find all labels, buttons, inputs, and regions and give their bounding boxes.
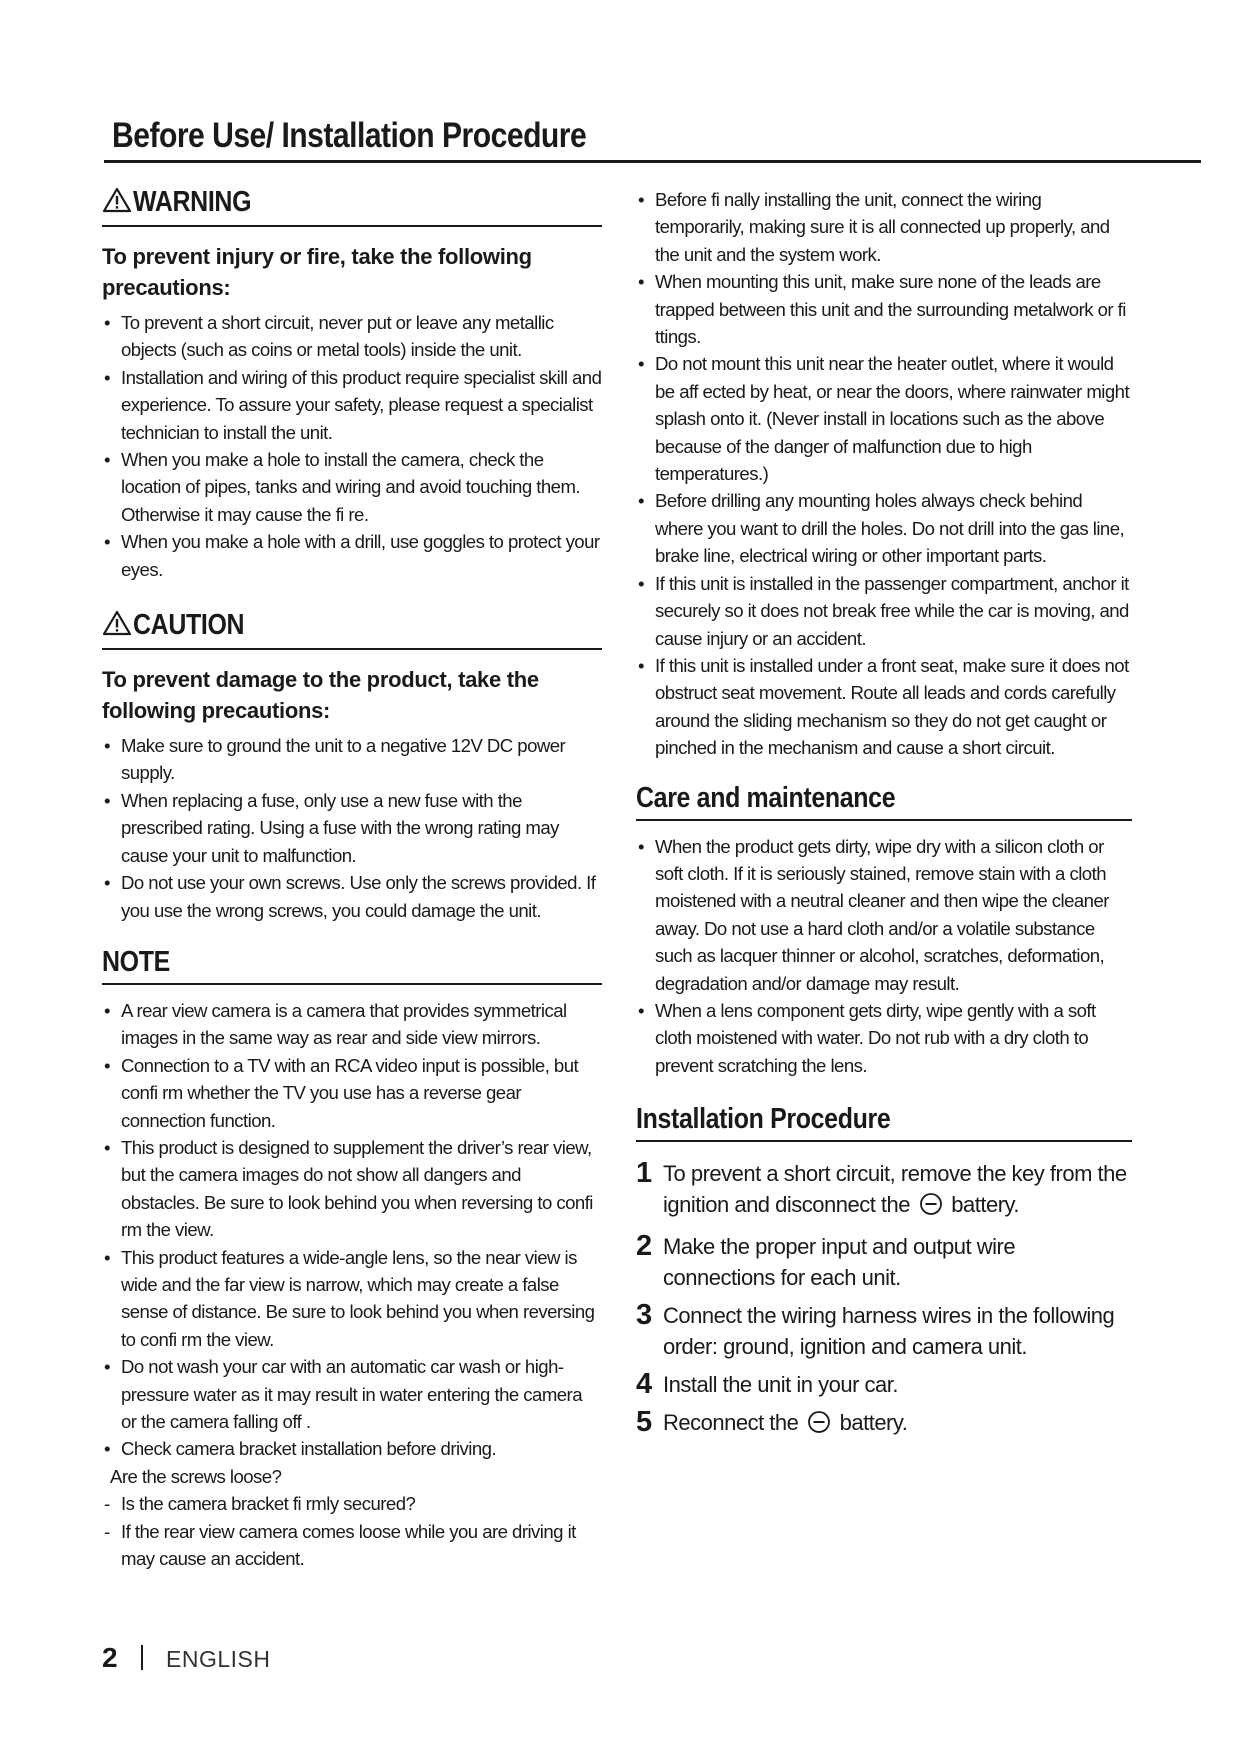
install-step [636,1231,1132,1293]
list-item: • Before drilling any mounting holes always check behind where you want to drill the holes. Do not drill into the gas line, brake line, electrical wiring or other important parts. [636,487,1132,569]
caution-heading-text: CAUTION [133,609,245,642]
list-item: • When the product gets dirty, wipe dry with a silicon cloth or soft cloth. If it is seriously stained, remove stain with a cloth moistened with a neutral cleaner and then wipe the cleaner away. Do not use a hard cloth and/or a volatile substance such as lacquer thinner or alcohol, scratches, deformation, degradation and/or damage may result. [636,833,1132,997]
step-number: 2 [636,1230,652,1263]
install-step [636,1407,1132,1442]
list-item: • This product is designed to supplement the driver’s rear view, but the camera images do not show all dangers and obstacles. Be sure to look behind you when reversing to confi rm the view. [102,1134,602,1244]
step-text: Connect the wiring harness wires in the following order: ground, ignition and camera unit. [663,1303,1115,1360]
caution-list [102,732,602,924]
care-section [636,782,1132,1080]
step-text: Make the proper input and output wire connections for each unit. [663,1234,1016,1291]
note-list [102,997,602,1573]
list-item: • If this unit is installed under a front seat, make sure it does not obstruct seat movement. Route all leads and cords carefully around the sliding mechanism so they do not get caught or pinched in the mechanism and cause a short circuit. [636,652,1132,762]
list-item: - If the rear view camera comes loose while you are driving it may cause an accident. [102,1518,602,1573]
warning-heading [102,186,602,227]
list-item: • When mounting this unit, make sure none of the leads are trapped between this unit and the surrounding metalwork or fi ttings. [636,268,1132,350]
right-column [636,186,1132,1449]
page-number: 2 [102,1642,118,1673]
note-section [102,946,602,1573]
warning-section [102,186,602,583]
step-text-after: battery. [951,1192,1020,1218]
list-item: • When a lens component gets dirty, wipe gently with a soft cloth moistened with water. Do not rub with a dry cloth to prevent scratching the lens. [636,997,1132,1079]
footer-language: ENGLISH [166,1646,271,1672]
install-steps [636,1158,1132,1442]
install-heading [636,1103,1132,1142]
list-item: • Before fi nally installing the unit, connect the wiring temporarily, making sure it is all connected up properly, and the unit and the system work. [636,186,1132,268]
list-item: • This product features a wide-angle lens, so the near view is wide and the far view is narrow, which may create a false sense of distance. Be sure to look behind you when reversing to confi rm the view. [102,1244,602,1354]
warning-triangle-icon [102,187,132,221]
warning-subheading: To prevent injury or fire, take the following precautions: [102,244,532,300]
install-section [636,1103,1132,1442]
title-rule [104,160,1201,163]
list-item: • Do not wash your car with an automatic car wash or high-pressure water as it may result in water entering the camera or the camera falling off . [102,1353,602,1435]
install-step [636,1158,1132,1224]
care-heading [636,782,1132,821]
step-text: Install the unit in your car. [663,1372,898,1398]
page-title: Before Use/ Installation Procedure [112,116,587,155]
list-item: • Make sure to ground the unit to a negative 12V DC power supply. [102,732,602,787]
list-item: • If this unit is installed in the passenger compartment, anchor it securely so it does not break free while the car is moving, and cause injury or an accident. [636,570,1132,652]
step-number: 5 [636,1406,652,1439]
list-item: • To prevent a short circuit, never put or leave any metallic objects (such as coins or metal tools) inside the unit. [102,309,602,364]
caution-section [102,609,602,924]
list-item: • Check camera bracket installation before driving. [102,1435,602,1462]
list-item: • Connection to a TV with an RCA video input is possible, but confi rm whether the TV you use has a reverse gear connection function. [102,1052,602,1134]
warning-list [102,309,602,583]
list-item: • Do not mount this unit near the heater outlet, where it would be aff ected by heat, or near the doors, where rainwater might splash onto it. (Never install in locations such as the above because of the danger of malfunction due to high temperatures.) [636,350,1132,487]
list-item: • When you make a hole with a drill, use goggles to protect your eyes. [102,528,602,583]
install-heading-text: Installation Procedure [636,1103,891,1136]
step-text [663,1407,907,1442]
left-column [102,186,602,1572]
note-heading-text: NOTE [102,945,170,978]
step-text-after: battery. [839,1410,908,1436]
step-text [663,1158,1132,1224]
list-item: • When you make a hole to install the camera, check the location of pipes, tanks and wiring and avoid touching them. Otherwise it may cause the fi re. [102,446,602,528]
list-item: • A rear view camera is a camera that provides symmetrical images in the same way as rear and side view mirrors. [102,997,602,1052]
list-item: - Is the camera bracket fi rmly secured? [102,1490,602,1517]
step-number: 1 [636,1157,652,1190]
list-item: • Do not use your own screws. Use only the screws provided. If you use the wrong screws, you could damage the unit. [102,869,602,924]
footer-divider [141,1645,143,1670]
minus-circle-icon [807,1410,831,1442]
step-number: 3 [636,1299,652,1332]
care-heading-text: Care and maintenance [636,781,896,814]
step-text-before: To prevent a short circuit, remove the key from the ignition and disconnect the [663,1161,1127,1218]
install-step [636,1300,1132,1362]
list-item: • Installation and wiring of this product require specialist skill and experience. To assure your safety, please request a specialist technician to install the unit. [102,364,602,446]
step-number: 4 [636,1368,652,1401]
install-step [636,1369,1132,1400]
warning-heading-text: WARNING [133,186,252,218]
caution-subheading: To prevent damage to the product, take the following precautions: [102,667,539,724]
caution-triangle-icon [102,610,132,644]
list-item: • When replacing a fuse, only use a new fuse with the prescribed rating. Using a fuse with the wrong rating may cause your unit to malfunction. [102,787,602,869]
note-heading [102,946,602,985]
caution-heading [102,609,602,650]
step-text-before: Reconnect the [663,1410,799,1436]
right-list [636,186,1132,762]
minus-circle-icon [919,1192,943,1224]
note-question: Are the screws loose? [110,1465,282,1487]
care-list [636,833,1132,1080]
